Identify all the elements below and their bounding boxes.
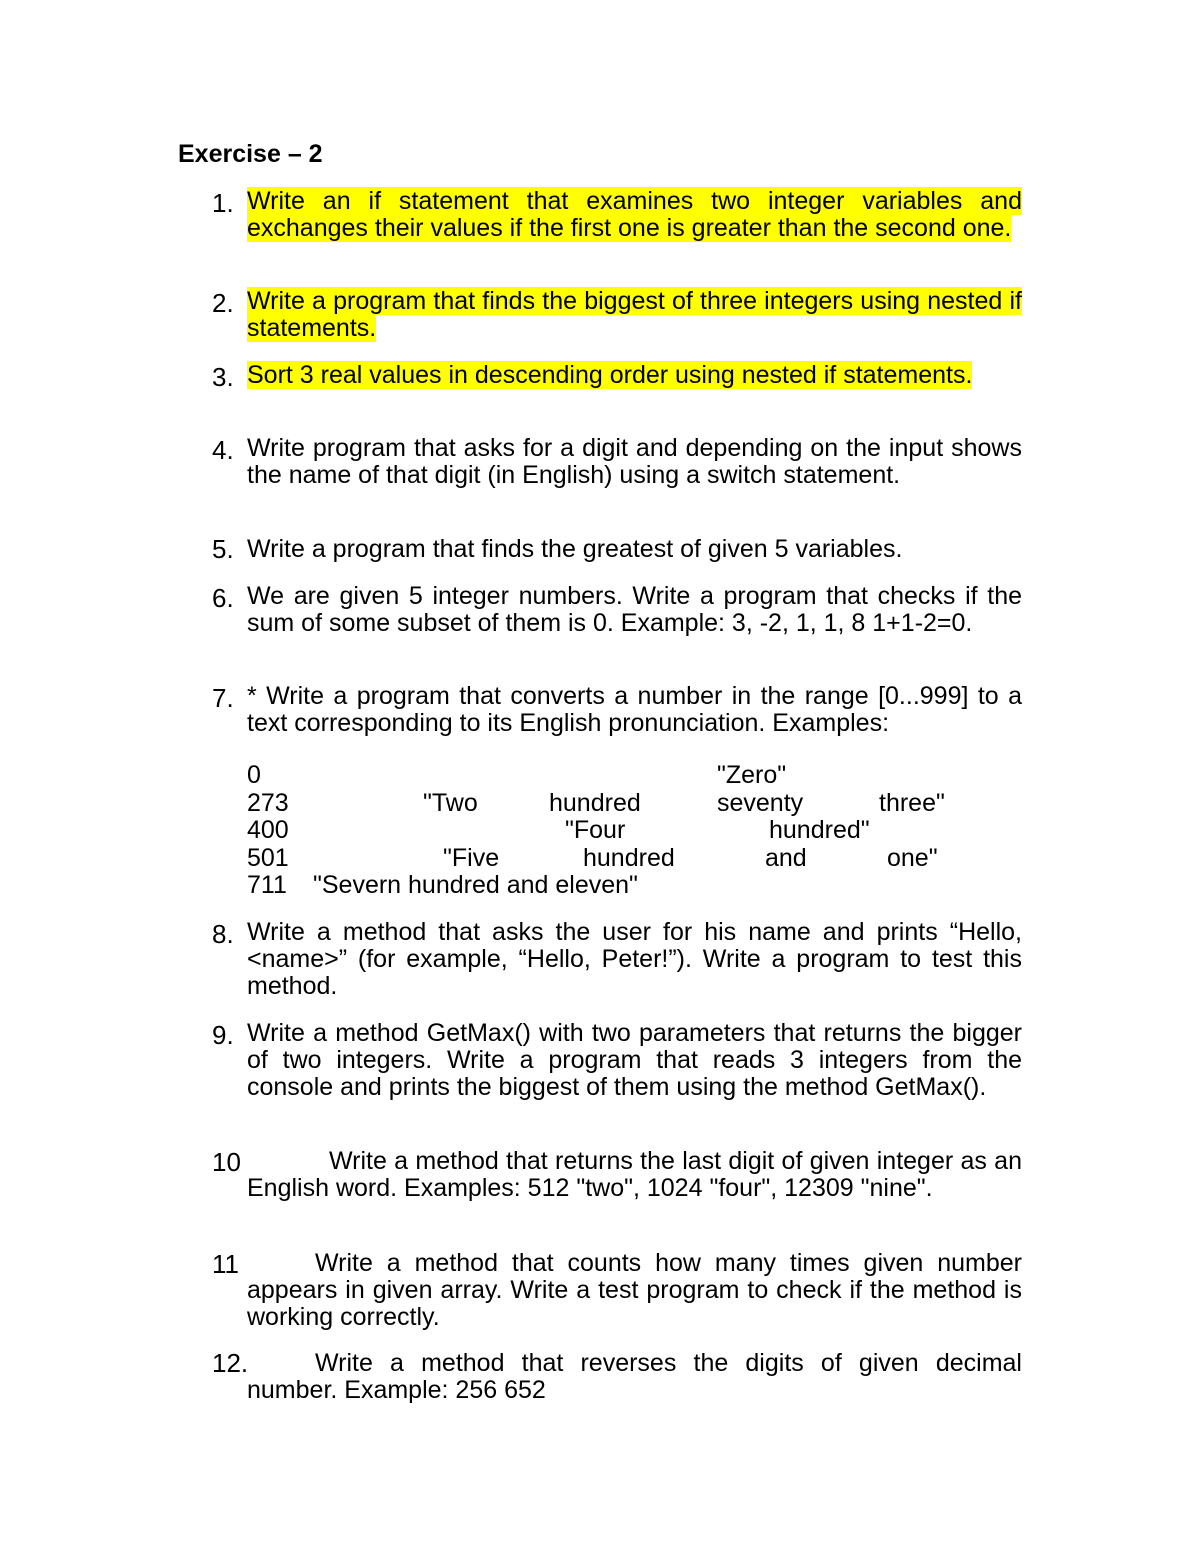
item-text: Write a method that asks the user for his name and prints “Hello, <name>” (for example, “Hello, Peter!”). Write a program to test this method. — [247, 918, 1022, 1000]
item-number: 11 — [212, 1249, 239, 1279]
example-number: 273 — [247, 789, 289, 817]
example-number: 400 — [247, 816, 289, 844]
example-words: three" — [879, 789, 945, 817]
example-row — [247, 762, 967, 789]
example-row — [247, 790, 967, 817]
item-number: 1. — [212, 188, 234, 218]
example-number: 501 — [247, 844, 289, 872]
example-words: one" — [887, 844, 938, 872]
example-words: hundred — [549, 789, 641, 817]
item-number: 5. — [212, 534, 234, 564]
item-number: 3. — [212, 362, 234, 392]
item-number: 8. — [212, 919, 234, 949]
item-number: 9. — [212, 1020, 234, 1050]
example-row — [247, 817, 967, 844]
item-text: Write a method that returns the last digit of given integer as an English word. Examples: 512 "two", 1024 "four", 12309 "nine". — [247, 1147, 1022, 1202]
item-text: Write a program that finds the biggest of three integers using nested if statements. — [247, 287, 1022, 342]
example-words: "Four — [565, 816, 626, 844]
example-words: "Severn hundred and eleven" — [313, 871, 638, 899]
example-words: "Five — [443, 844, 500, 872]
item-number: 4. — [212, 435, 234, 465]
example-words: "Two — [423, 789, 478, 817]
example-words: "Zero" — [717, 761, 787, 789]
example-words: hundred" — [769, 816, 870, 844]
item-text: * Write a program that converts a number in the range [0...999] to a text corresponding to its English pronunciation. Examples: — [247, 682, 1022, 737]
item-text: Write program that asks for a digit and depending on the input shows the name of that digit (in English) using a switch statement. — [247, 434, 1022, 489]
item-number: 12. — [212, 1348, 249, 1378]
item-text: Sort 3 real values in descending order using nested if statements. — [247, 361, 973, 389]
item-text: Write a method GetMax() with two parameters that returns the bigger of two integers. Write a program that reads 3 integers from the console and prints the biggest of them using the method GetMax(). — [247, 1019, 1022, 1101]
item-text: Write a method that reverses the digits of given decimal number. Example: 256 652 — [247, 1349, 1022, 1404]
example-number: 0 — [247, 761, 261, 789]
example-row — [247, 872, 967, 899]
item-number: 2. — [212, 288, 234, 318]
item-number: 6. — [212, 583, 234, 613]
item-number: 7. — [212, 683, 234, 713]
page-title: Exercise – 2 — [178, 140, 323, 168]
item-number: 10 — [212, 1147, 241, 1177]
item-text: We are given 5 integer numbers. Write a program that checks if the sum of some subset of them is 0. Example: 3, -2, 1, 1, 8 1+1-2=0. — [247, 582, 1022, 637]
example-number: 711 — [247, 871, 287, 899]
example-words: seventy — [717, 789, 804, 817]
item-text: Write a program that finds the greatest of given 5 variables. — [247, 535, 903, 563]
item-text: Write a method that counts how many times given number appears in given array. Write a test program to check if the method is working correctly. — [247, 1249, 1022, 1331]
example-words: and — [765, 844, 807, 872]
example-words: hundred — [583, 844, 675, 872]
item-text: Write an if statement that examines two integer variables and exchanges their values if the first one is greater than the second one. — [247, 187, 1022, 242]
example-row — [247, 845, 967, 872]
